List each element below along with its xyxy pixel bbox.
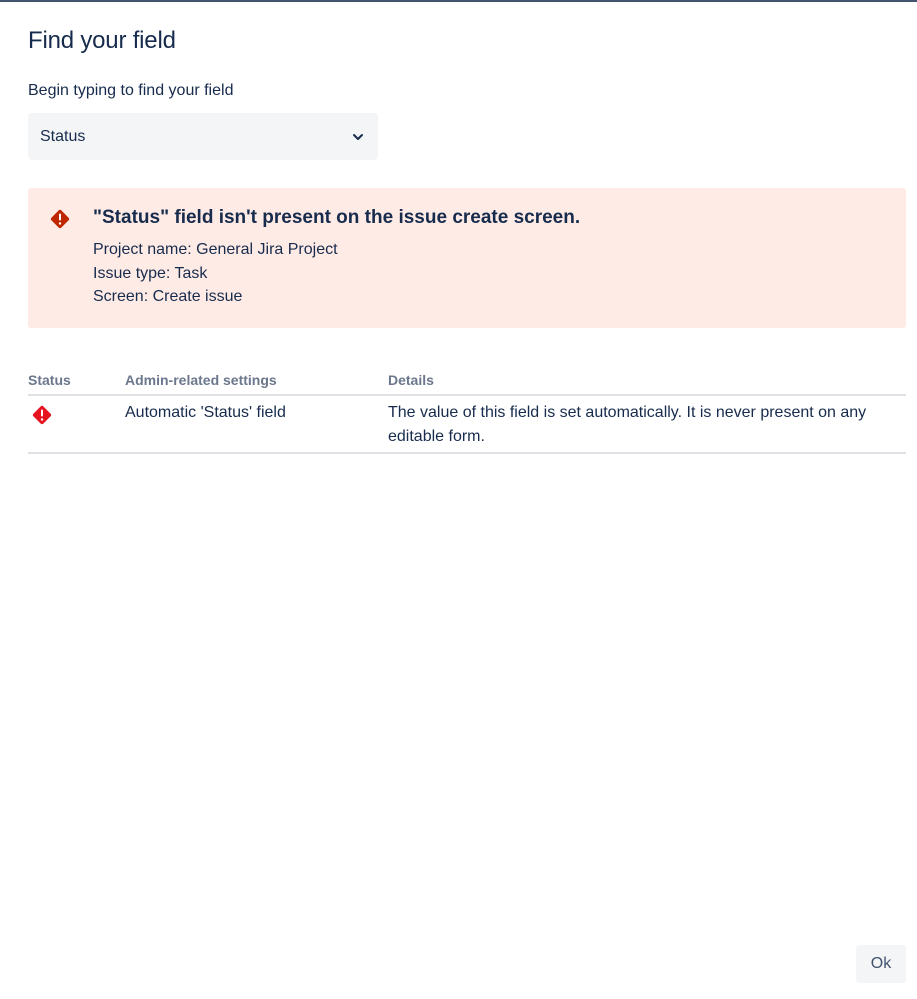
banner-project-name: Project name: General Jira Project — [93, 241, 338, 258]
field-search-label: Begin typing to find your field — [28, 82, 234, 99]
error-banner — [28, 188, 906, 328]
dialog-top-border — [0, 0, 917, 2]
field-select-value: Status — [40, 127, 86, 145]
column-header-details: Details — [388, 372, 434, 388]
banner-issue-type: Issue type: Task — [93, 265, 208, 282]
ok-button[interactable]: Ok — [856, 945, 906, 983]
column-header-admin-settings: Admin-related settings — [125, 372, 277, 388]
error-banner-title: "Status" field isn't present on the issue create screen. — [93, 207, 581, 228]
row-details-cell: The value of this field is set automatically. It is never present on any editable form. — [388, 404, 867, 445]
table-bottom-divider — [28, 452, 906, 454]
row-setting-cell: Automatic 'Status' field — [125, 404, 286, 421]
chevron-down-icon — [350, 129, 366, 145]
dialog-title: Find your field — [28, 27, 176, 54]
table-header-divider — [28, 394, 906, 396]
error-diamond-icon — [49, 208, 71, 230]
field-select[interactable] — [28, 113, 378, 160]
error-diamond-icon — [31, 404, 53, 426]
column-header-status: Status — [28, 372, 71, 388]
banner-screen: Screen: Create issue — [93, 288, 243, 305]
